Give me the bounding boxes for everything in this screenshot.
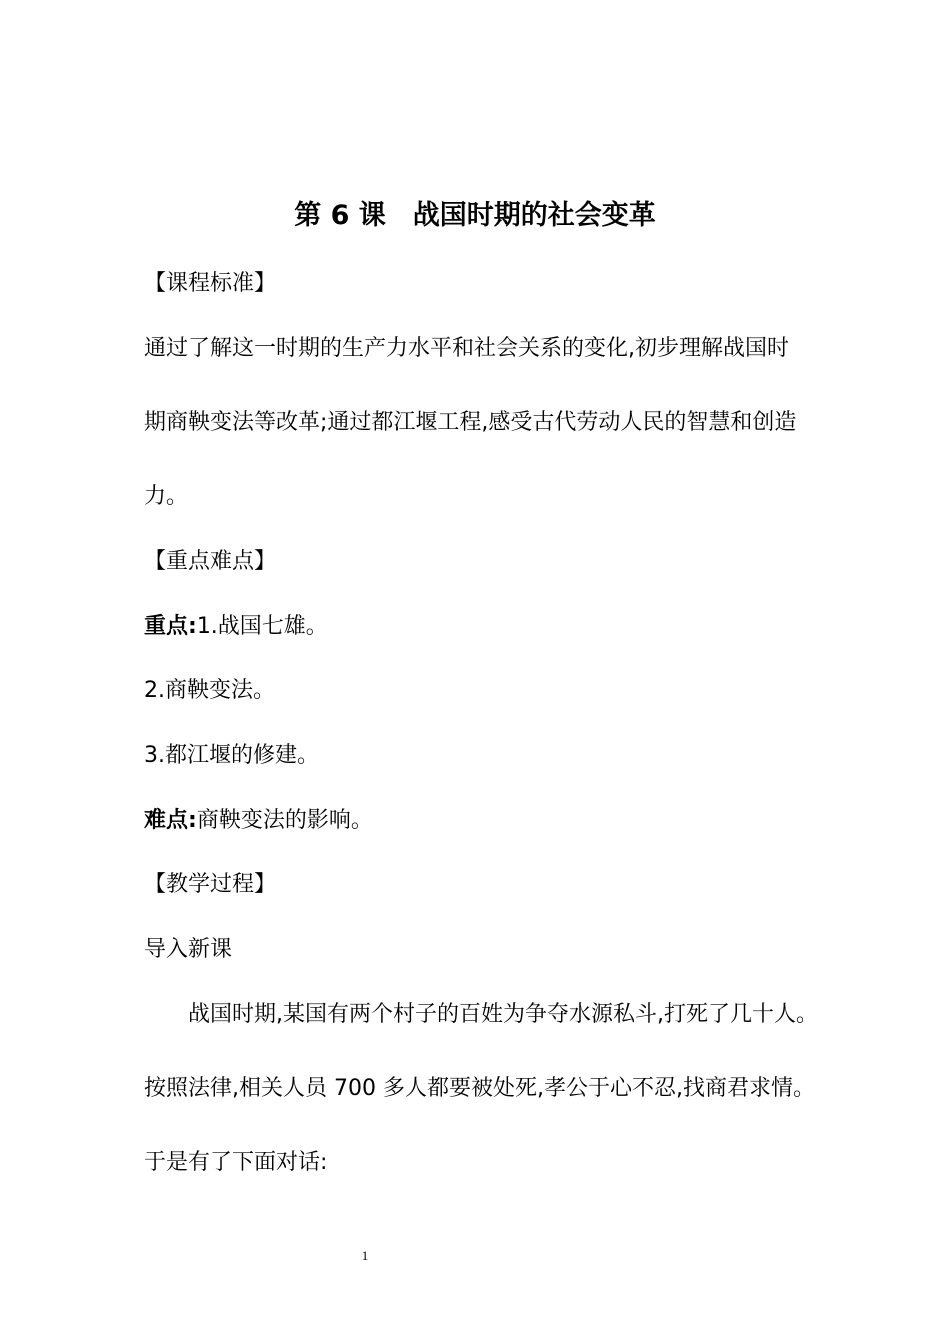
key-point-line [144, 612, 328, 642]
page-title: 第 6 课 战国时期的社会变革 [294, 200, 656, 231]
key-point-item-2: 2.商鞅变法。 [144, 678, 275, 703]
intro-label: 导入新课 [144, 937, 233, 962]
section-header-key: 【重点难点】 [144, 549, 277, 574]
intro-text-line-1: 战国时期,某国有两个村子的百姓为争夺水源私斗,打死了几十人。 [188, 1002, 818, 1027]
difficulty-line [144, 806, 373, 836]
section-header-process: 【教学过程】 [144, 872, 277, 897]
key-point-item-1: 1.战国七雄。 [196, 614, 328, 639]
page-number: 1 [361, 1248, 369, 1263]
section-header-standard: 【课程标准】 [144, 271, 277, 296]
difficulty-label: 难点: [144, 808, 197, 833]
intro-text-line-3: 于是有了下面对话: [144, 1150, 328, 1175]
key-point-item-3: 3.都江堰的修建。 [144, 743, 319, 768]
standard-text-line-3: 力。 [144, 484, 189, 509]
difficulty-text: 商鞅变法的影响。 [196, 808, 373, 833]
standard-text-line-2: 期商鞅变法等改革;通过都江堰工程,感受古代劳动人民的智慧和创造 [144, 410, 797, 435]
key-point-label: 重点: [144, 614, 197, 639]
standard-text-line-1: 通过了解这一时期的生产力水平和社会关系的变化,初步理解战国时 [144, 336, 789, 361]
intro-text-line-2: 按照法律,相关人员 700 多人都要被处死,孝公于心不忍,找商君求情。 [144, 1076, 815, 1101]
